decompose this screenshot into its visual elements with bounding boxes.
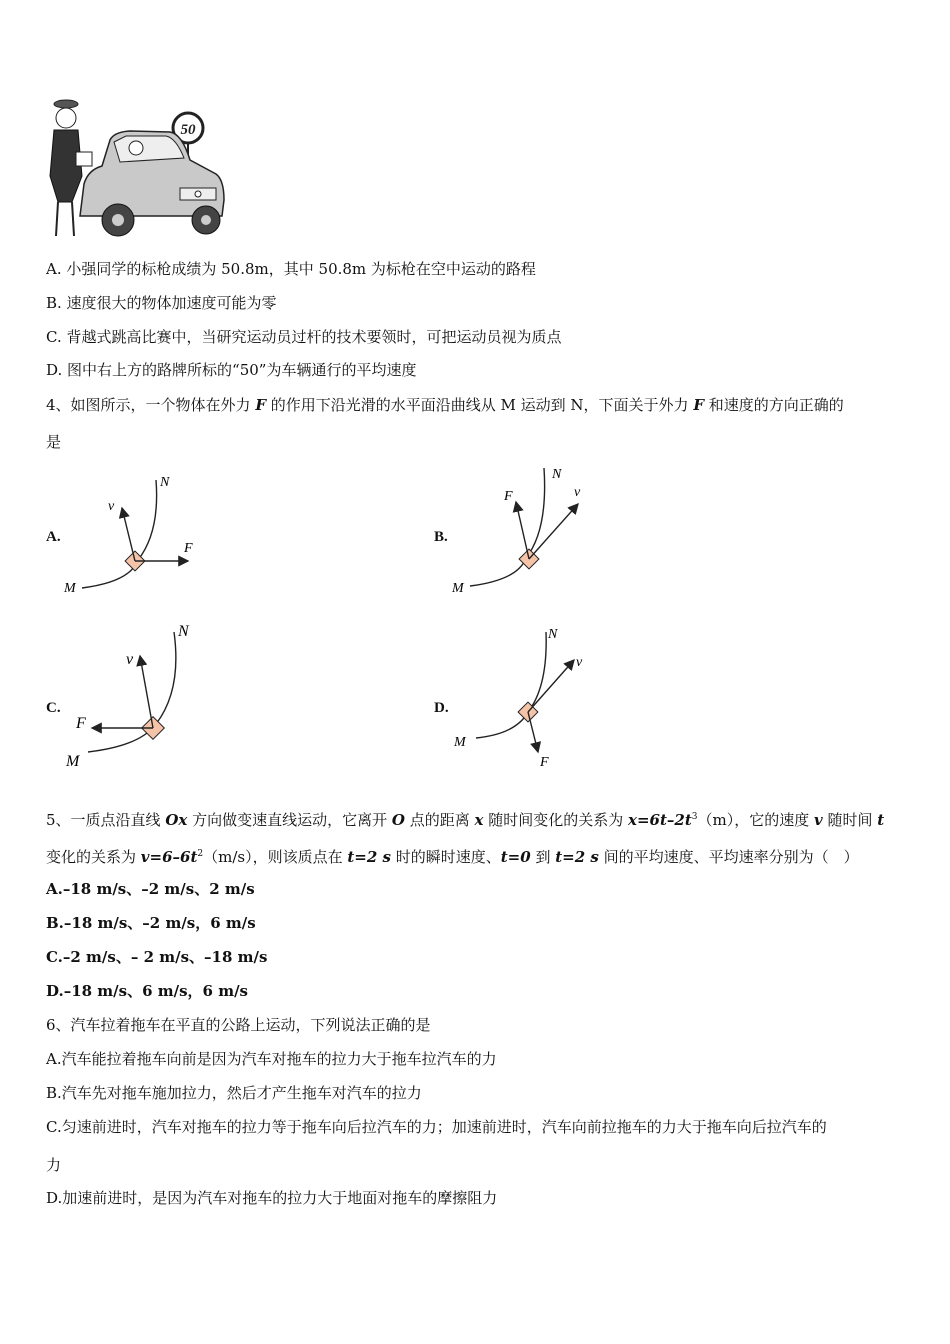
label-N: N <box>548 627 558 642</box>
label-N: N <box>552 467 562 482</box>
diagram-a <box>60 472 210 602</box>
q6-stem: 6、汽车拉着拖车在平直的公路上运动，下列说法正确的是 <box>46 1016 431 1034</box>
q5-option-b: B.–18 m/s、–2 m/s，6 m/s <box>46 914 256 932</box>
q4-stem: 4、如图所示，一个物体在外力 F 的作用下沿光滑的水平面沿曲线从 M 运动到 N，下面关于外力 F 和速度的方向正确的 <box>46 396 844 414</box>
q5-option-a: A.–18 m/s、–2 m/s、2 m/s <box>46 880 255 898</box>
label-v: v <box>108 499 115 514</box>
q3-option-d: D. 图中右上方的路牌所标的“50”为车辆通行的平均速度 <box>46 361 417 379</box>
q6-option-b: B.汽车先对拖车施加拉力，然后才产生拖车对汽车的拉力 <box>46 1084 422 1102</box>
label-v: v <box>574 485 581 500</box>
label-v: v <box>126 651 134 668</box>
q6-option-c-cont: 力 <box>46 1156 62 1174</box>
label-F: F <box>76 715 86 732</box>
label-F: F <box>184 541 193 556</box>
q4-option-a-label: A. <box>46 529 61 545</box>
label-M: M <box>64 581 76 596</box>
q6-option-a: A.汽车能拉着拖车向前是因为汽车对拖车的拉力大于拖车拉汽车的力 <box>46 1050 497 1068</box>
q4-option-b-label: B. <box>434 529 448 545</box>
q4-stem-cont: 是 <box>46 433 62 451</box>
q3-option-a: A. 小强同学的标枪成绩为 50.8m，其中 50.8m 为标枪在空中运动的路程 <box>46 260 536 278</box>
q4-option-c-label: C. <box>46 700 61 716</box>
car-police-illustration <box>40 96 230 252</box>
q5-stem-cont: 变化的关系为 $v=6-6t^2(m/s)$，则该质点在 t=2 s 时的瞬时速度、t=0 到 t=2 s 间的平均速度、平均速率分别为（ ） <box>46 848 859 866</box>
q6-option-d: D.加速前进时，是因为汽车对拖车的拉力大于地面对拖车的摩擦阻力 <box>46 1189 498 1207</box>
diagram-d <box>448 620 598 770</box>
label-F: F <box>504 489 513 504</box>
q4-option-d-label: D. <box>434 700 449 716</box>
q6-option-c: C.匀速前进时，汽车对拖车的拉力等于拖车向后拉汽车的力；加速前进时，汽车向前拉拖车的力大于拖车向后拉汽车的 <box>46 1118 827 1136</box>
q5-option-d: D.–18 m/s、6 m/s，6 m/s <box>46 982 248 1000</box>
sign-text: 50 <box>180 122 196 138</box>
q3-option-b: B. 速度很大的物体加速度可能为零 <box>46 294 277 312</box>
label-M: M <box>452 581 464 596</box>
label-N: N <box>160 475 170 490</box>
q5-option-c: C.–2 m/s、– 2 m/s、–18 m/s <box>46 948 268 966</box>
label-M: M <box>454 735 466 750</box>
diagram-b <box>448 460 598 600</box>
label-M: M <box>66 753 80 770</box>
q3-option-c: C. 背越式跳高比赛中，当研究运动员过杆的技术要领时，可把运动员视为质点 <box>46 328 562 346</box>
diagram-c <box>60 620 210 770</box>
label-v: v <box>576 655 583 670</box>
label-N: N <box>178 623 189 640</box>
label-F: F <box>540 755 549 770</box>
q5-stem: 5、一质点沿直线 Ox 方向做变速直线运动，它离开 O 点的距离 x 随时间变化的关系为 $x=6t-2t^3(m)$，它的速度 v 随时间 t <box>46 811 885 829</box>
